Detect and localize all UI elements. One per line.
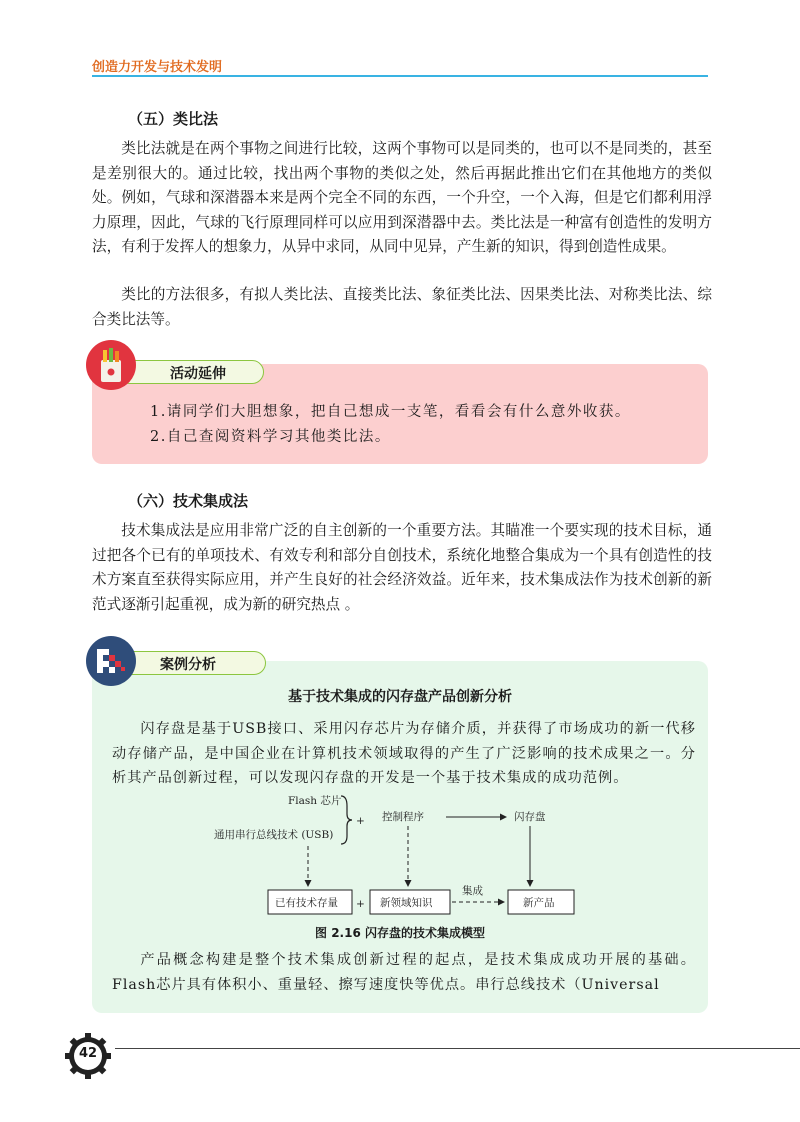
- section-heading-integration: （六）技术集成法: [128, 492, 249, 510]
- footer-rule: [115, 1048, 800, 1049]
- case-tab-label: 案例分析: [160, 657, 216, 673]
- diagram-plus-bottom: +: [356, 898, 365, 910]
- case-paragraph-2: 产品概念构建是整个技术集成创新过程的起点，是技术集成成功开展的基础。Flash芯片具有体积小、重量轻、擦写速度快等优点。串行总线技术（Universal: [112, 952, 696, 993]
- header-rule: [92, 75, 708, 77]
- diagram-label-control-program: 控制程序: [382, 811, 424, 823]
- shopping-bag-icon: [86, 340, 136, 390]
- diagram-label-flash-chip: Flash 芯片: [288, 795, 342, 807]
- diagram-label-usb: 通用串行总线技术 (USB): [214, 829, 334, 841]
- tech-integration-diagram: [210, 790, 610, 922]
- diagram-label-integration: 集成: [462, 885, 483, 897]
- activity-item-1: 1.请同学们大胆想象，把自己想成一支笔，看看会有什么意外收获。: [150, 404, 631, 420]
- diagram-brace: [341, 796, 352, 844]
- pixel-puzzle-icon: [86, 636, 136, 686]
- diagram-plus-top: +: [356, 815, 365, 827]
- activity-tab-label: 活动延伸: [170, 366, 226, 382]
- diagram-label-new-knowledge: 新领域知识: [380, 897, 433, 909]
- activity-item-2: 2.自己查阅资料学习其他类比法。: [150, 429, 391, 445]
- case-paragraph-1: 闪存盘是基于USB接口、采用闪存芯片为存储介质，并获得了市场成功的新一代移动存储产品，是中国企业在计算机技术领域取得的产生了广泛影响的技术成果之一。分析其产品创新过程，可以发现闪存盘的开发是一个基于技术集成的成功范例。: [112, 721, 696, 786]
- analogy-paragraph-2: 类比的方法很多，有拟人类比法、直接类比法、象征类比法、因果类比法、对称类比法、综合类比法等。: [92, 286, 712, 328]
- running-header-title: 创造力开发与技术发明: [92, 60, 223, 75]
- section-heading-analogy: （五）类比法: [128, 110, 219, 128]
- integration-paragraph-1: 技术集成法是应用非常广泛的自主创新的一个重要方法。其瞄准一个要实现的技术目标，通过把各个已有的单项技术、有效专利和部分自创技术，系统化地整合集成为一个具有创造性的技术方案直至获得实际应用，并产生良好的社会经济效益。近年来，技术集成法作为技术创新的新范式逐渐引起重视，成为新的研究热点 。: [92, 522, 712, 613]
- diagram-label-existing: 已有技术存量: [275, 897, 338, 909]
- page-number: 42: [78, 1046, 98, 1061]
- diagram-label-new-product: 新产品: [523, 897, 555, 909]
- figure-caption: 图 2.16 闪存盘的技术集成模型: [315, 926, 485, 940]
- case-title: 基于技术集成的闪存盘产品创新分析: [288, 689, 512, 705]
- diagram-label-flash-disk: 闪存盘: [514, 811, 546, 823]
- analogy-paragraph-1: 类比法就是在两个事物之间进行比较，这两个事物可以是同类的，也可以不是同类的，甚至是差别很大的。通过比较，找出两个事物的类似之处，然后再据此推出它们在其他地方的类似处。例如，气球和深潜器本来是两个完全不同的东西，一个升空，一个入海，但是它们都利用浮力原理，因此，气球的飞行原理同样可以应用到深潜器中去。类比法是一种富有创造性的发明方法，有利于发挥人的想象力，从异中求同，从同中见异，产生新的知识，得到创造性成果。: [92, 140, 712, 255]
